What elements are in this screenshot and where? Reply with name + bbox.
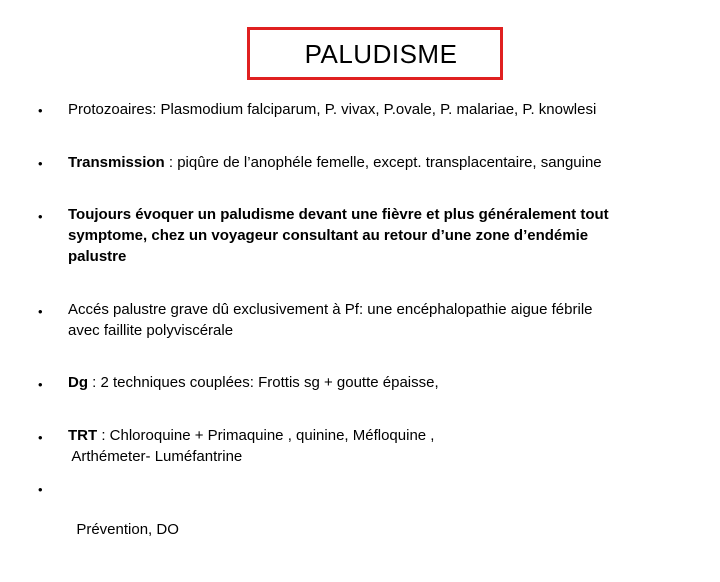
bullet-marker: •: [38, 103, 43, 118]
list-item: [68, 477, 693, 582]
item-text: : 2 techniques couplées: Frottis sg + goutte épaisse,: [88, 374, 439, 391]
item-label: Transmission: [68, 154, 165, 171]
item-text: Protozoaires: Plasmodium falciparum, P. vivax, P.ovale, P. malariae, P. knowlesi: [68, 101, 597, 118]
bullet-marker: •: [38, 156, 43, 171]
bullet-marker: •: [38, 304, 43, 319]
title-box: [247, 27, 503, 80]
bullet-marker: •: [38, 430, 43, 445]
list-item: [68, 372, 693, 393]
item-text: : piqûre de l’anophéle femelle, except. transplacentaire, sanguine: [164, 154, 602, 171]
list-item: [68, 425, 693, 467]
item-text: : Chloroquine + Primaquine , quinine, Méfloquine ,: [97, 427, 435, 444]
list-item: [68, 299, 693, 341]
list-item: [68, 152, 693, 173]
item-label: Dg: [68, 374, 88, 391]
bullet-marker: •: [38, 482, 43, 497]
item-line: palustre: [68, 248, 127, 265]
item-line: Accés palustre grave dû exclusivement à Pf: une encéphalopathie aigue fébrile: [68, 301, 593, 318]
item-label: TRT: [68, 427, 98, 444]
list-item: [68, 99, 693, 120]
bullet-marker: •: [38, 209, 43, 224]
bullet-marker: •: [38, 377, 43, 392]
item-line: avec faillite polyviscérale: [68, 322, 234, 339]
item-text: Prévention, DO: [68, 521, 179, 538]
item-line: symptome, chez un voyageur consultant au retour d’une zone d’endémie: [68, 227, 589, 244]
item-line: Toujours évoquer un paludisme devant une fièvre et plus généralement tout: [68, 206, 609, 223]
item-line: Arthémeter- Luméfantrine: [68, 448, 243, 465]
list-item: [68, 204, 693, 267]
page-title: PALUDISME: [304, 38, 458, 69]
